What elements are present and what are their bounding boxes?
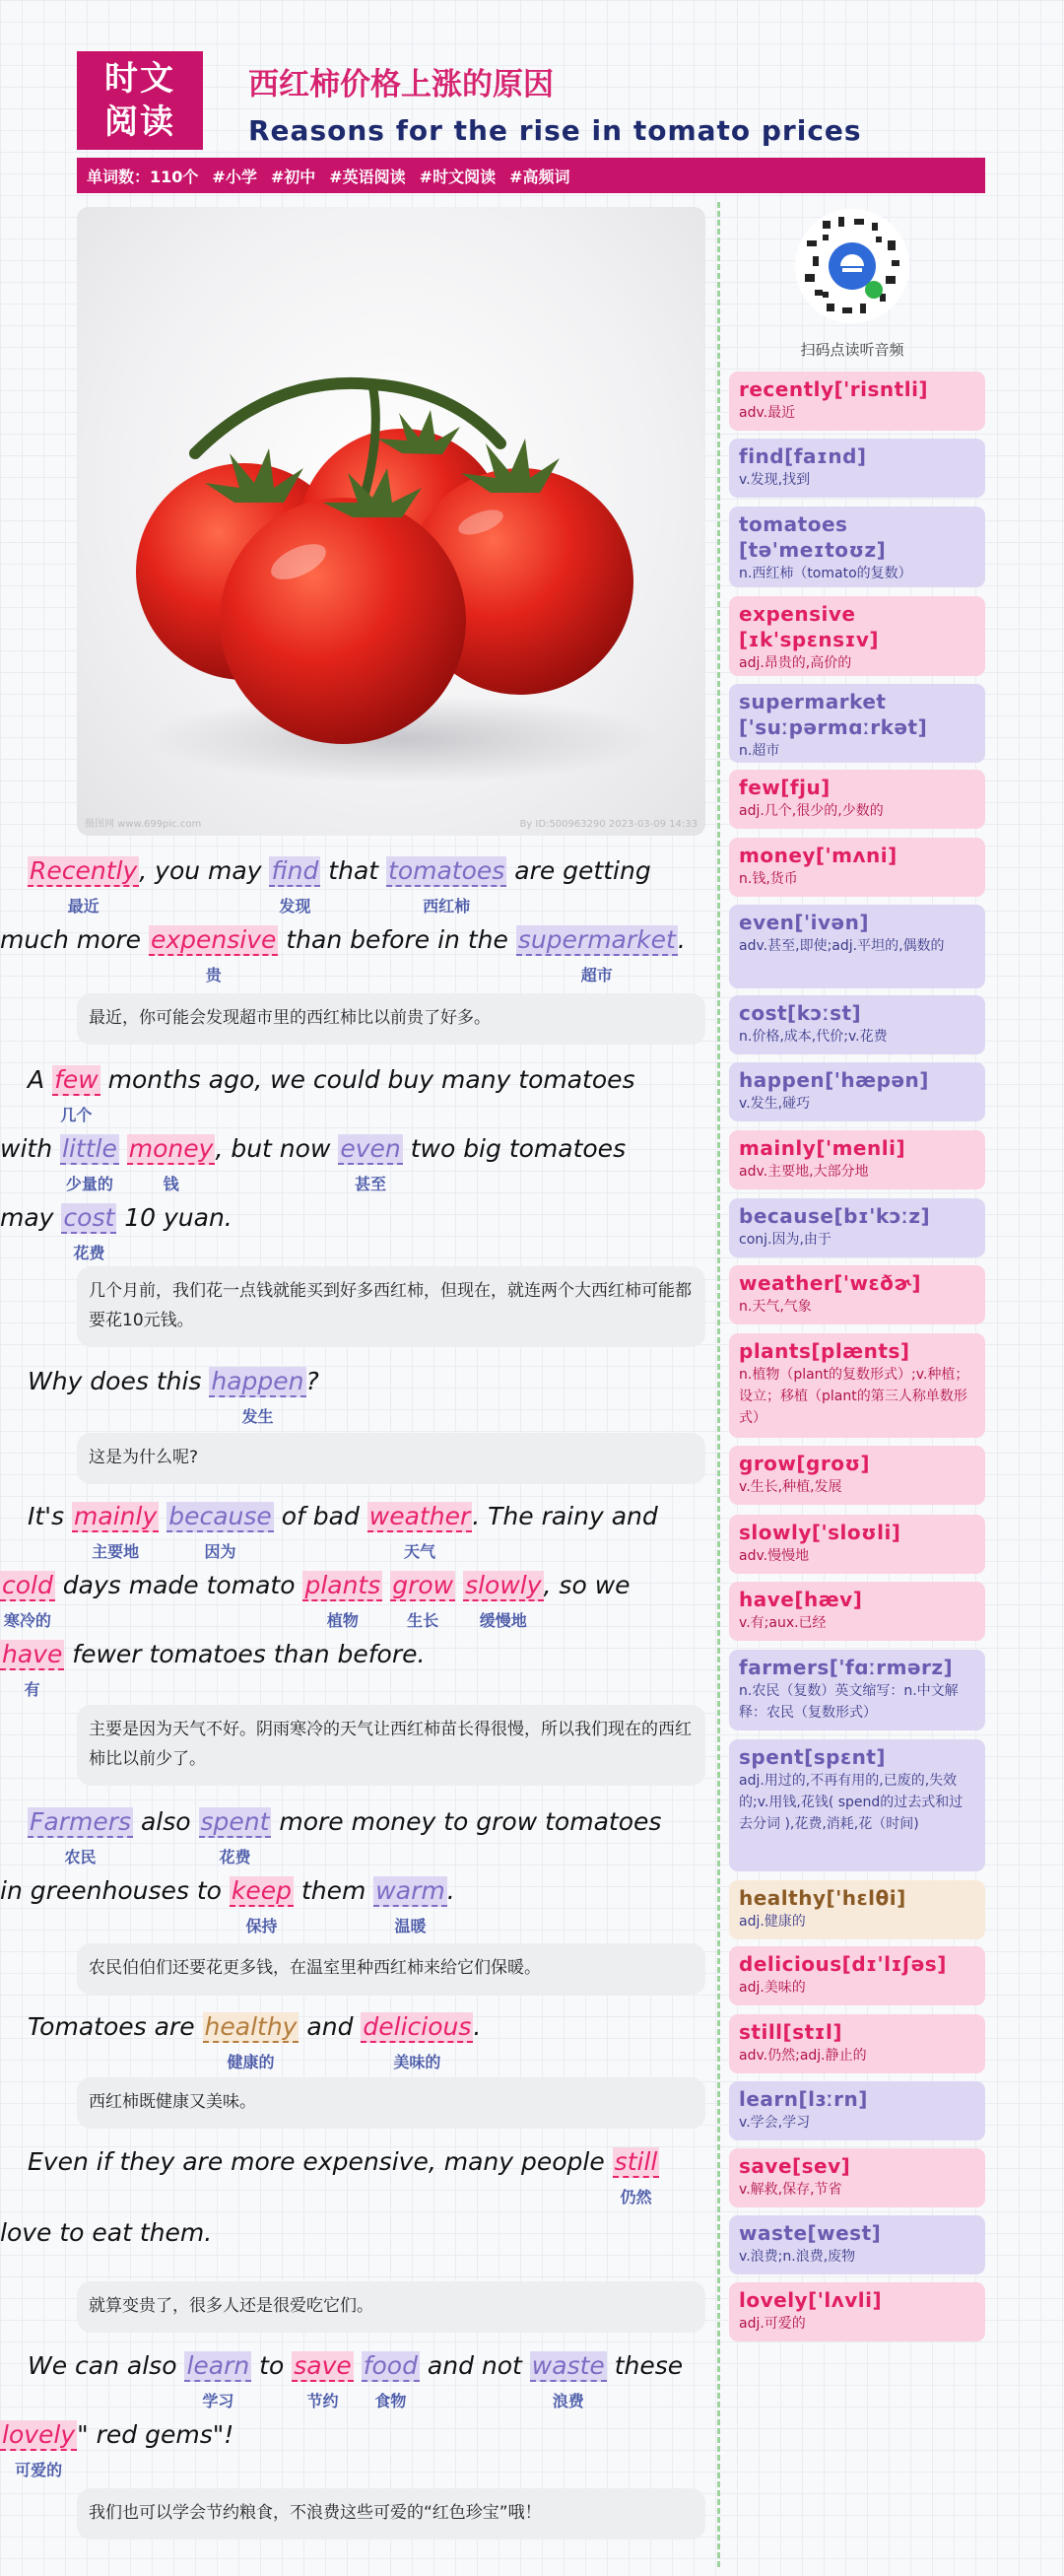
page-title-en: Reasons for the rise in tomato prices <box>248 114 862 147</box>
word-gloss: 发现 <box>279 897 311 915</box>
sentence-line <box>0 2347 684 2416</box>
word-gloss: 钱 <box>163 1175 179 1193</box>
vocab-word-text: grow <box>392 1571 454 1599</box>
word-gloss: 最近 <box>67 897 100 915</box>
word-gloss: 浪费 <box>552 2392 584 2410</box>
sentence-text <box>119 1134 127 1163</box>
sentence-text: more money to grow tomatoes <box>271 1807 662 1836</box>
sentence-text: , you may <box>139 856 270 885</box>
photo-watermark-left: 摄图网 www.699pic.com <box>85 819 202 830</box>
sentence-text: in greenhouses to <box>0 1876 230 1905</box>
vocab-card[interactable] <box>729 684 985 763</box>
vocab-definition: n.天气,气象 <box>739 1299 812 1315</box>
vocab-headword: lovely['lʌvli] <box>739 2288 883 2312</box>
vocab-word[interactable] <box>230 1876 294 1935</box>
vocab-word[interactable] <box>149 925 278 984</box>
vocab-headword: spent[spɛnt] <box>739 1745 887 1769</box>
logo-line-2: 阅读 <box>104 102 175 142</box>
sentence-line <box>0 1636 629 1705</box>
vocab-word-text: little <box>62 1134 117 1163</box>
vocab-word[interactable] <box>516 925 678 984</box>
vocab-headword: find[faɪnd] <box>739 444 867 468</box>
sentence-line <box>0 1872 629 1941</box>
vocab-definition: adv.甚至,即使;adj.平坦的,偶数的 <box>739 938 945 954</box>
vocab-word-text: healthy <box>204 2012 298 2041</box>
word-gloss: 花费 <box>219 1848 251 1866</box>
vocab-word-text: have <box>2 1640 63 1668</box>
vocab-definition: n.植物（plant的复数形式）;v.种植；设立；移植（plant的第三人称单数形式） <box>739 1367 969 1426</box>
vocab-word-text: still <box>614 2147 658 2176</box>
sentence-text: them <box>294 1876 374 1905</box>
vocab-word[interactable] <box>203 2012 299 2071</box>
translation-box: 主要是因为天气不好。阴雨寒冷的天气让西红柿苗长得很慢，所以我们现在的西红柿比以前少了。 <box>77 1705 705 1786</box>
vocab-headword: have[hæv] <box>739 1588 863 1611</box>
vocab-card[interactable] <box>729 372 985 431</box>
vocab-headword: cost[kɔːst] <box>739 1001 862 1025</box>
sentence-text: may <box>0 1203 62 1232</box>
vocab-word-text: Recently <box>30 856 138 885</box>
vocab-word[interactable] <box>127 1134 216 1193</box>
word-gloss: 仍然 <box>620 2188 652 2206</box>
sentence-text <box>382 1571 390 1599</box>
vocab-word[interactable] <box>463 1571 543 1630</box>
vocab-word-text: Farmers <box>30 1807 132 1836</box>
vocab-headword: recently['risntli] <box>739 377 929 401</box>
sentence-text: ? <box>305 1367 319 1395</box>
word-gloss: 超市 <box>580 966 613 984</box>
sentence-text: . <box>446 1876 455 1905</box>
sentence-text: also <box>133 1807 199 1836</box>
sentence-text <box>354 2351 362 2380</box>
vocab-card[interactable] <box>729 1515 985 1574</box>
vocab-headword: learn[lɜːrn] <box>739 2087 868 2111</box>
word-count: 单词数：110个 <box>87 167 199 186</box>
sentence-text: days made tomato <box>54 1571 303 1599</box>
vocab-word[interactable] <box>184 2351 251 2410</box>
vocab-word-text: warm <box>375 1876 445 1905</box>
logo-badge <box>77 51 203 150</box>
vocab-headword: even['ivən] <box>739 911 870 934</box>
word-gloss: 食物 <box>374 2392 407 2410</box>
vocab-word[interactable] <box>302 1571 382 1630</box>
vocab-card[interactable] <box>729 1130 985 1189</box>
sentence-line <box>0 1363 629 1432</box>
vocab-word-text: spent <box>200 1807 270 1836</box>
sentence-text: . The rainy and <box>472 1502 658 1530</box>
word-gloss: 甚至 <box>355 1175 387 1193</box>
word-gloss: 少量的 <box>65 1175 113 1193</box>
word-gloss: 美味的 <box>393 2053 441 2071</box>
vocab-headword: slowly['sloʊli] <box>739 1521 901 1544</box>
translation-box: 就算变贵了，很多人还是很爱吃它们。 <box>77 2281 705 2333</box>
sentence-text: are getting <box>506 856 651 885</box>
sentence-line <box>0 1199 629 1268</box>
sentence-line <box>0 921 686 990</box>
qr-caption: 扫码点读听音频 <box>800 341 904 359</box>
sentence-line <box>0 1061 635 1130</box>
sentence-line <box>0 1498 658 1567</box>
logo-line-1: 时文 <box>104 59 175 99</box>
vocab-word-text: find <box>271 856 319 885</box>
vocab-word-text: save <box>294 2351 352 2380</box>
sentence-text: fewer tomatoes than before. <box>64 1640 426 1668</box>
sentence-text <box>159 1502 166 1530</box>
vocab-definition: adj.美味的 <box>739 1980 806 1996</box>
vocab-card[interactable] <box>729 596 985 676</box>
vocab-headword: save[sev] <box>739 2154 851 2178</box>
vocab-headword: tomatoes [tə'meɪtoʊz] <box>739 512 887 562</box>
sentence-text: months ago, we could buy many tomatoes <box>100 1065 635 1094</box>
vocab-word-text: happen <box>211 1367 304 1395</box>
translation-box: 西红柿既健康又美味。 <box>77 2077 705 2129</box>
vocab-headword: weather['wɛðɚ] <box>739 1271 922 1295</box>
vocab-card[interactable] <box>729 1446 985 1505</box>
vocab-word-text: delicious <box>363 2012 472 2041</box>
vocab-card[interactable] <box>729 1880 985 1939</box>
vocab-card[interactable] <box>729 439 985 498</box>
sentence-text: that <box>320 856 387 885</box>
word-gloss: 生长 <box>407 1611 439 1630</box>
vocab-definition: v.解救,保存,节省 <box>739 2182 842 2198</box>
vocab-headword: plants[plænts] <box>739 1339 910 1363</box>
vocab-definition: n.农民（复数）英文缩写：n.中文解释：农民（复数形式） <box>739 1683 959 1721</box>
vocab-headword: farmers['fɑːrmərz] <box>739 1656 954 1679</box>
word-gloss: 可爱的 <box>15 2461 63 2479</box>
vocab-word-text: food <box>363 2351 418 2380</box>
sentence-text: with <box>0 1134 60 1163</box>
sentence-text <box>455 1571 463 1599</box>
vocab-word[interactable] <box>72 1502 159 1561</box>
vocab-word[interactable] <box>269 856 320 915</box>
vocab-card[interactable] <box>729 507 985 587</box>
tomato-illustration <box>77 207 705 836</box>
vocab-word[interactable] <box>209 1367 305 1426</box>
sentence-line <box>0 1130 629 1199</box>
vocab-definition: v.浪费;n.浪费,废物 <box>739 2249 856 2265</box>
vocab-word-text: expensive <box>151 925 277 954</box>
vocab-word[interactable] <box>0 2420 77 2479</box>
vocab-word[interactable] <box>60 1134 119 1193</box>
vocab-headword: grow[groʊ] <box>739 1452 871 1475</box>
tag-item[interactable]: #高频词 <box>509 167 570 186</box>
sentence-text: " red gems"! <box>77 2420 234 2449</box>
column-divider <box>717 202 720 2567</box>
translation-box: 这是为什么呢? <box>77 1433 705 1484</box>
word-gloss: 西红柿 <box>423 897 471 915</box>
word-gloss: 保持 <box>245 1917 278 1935</box>
vocab-word-text: because <box>168 1502 272 1530</box>
sentence-text: 10 yuan. <box>116 1203 233 1232</box>
vocab-definition: adv.仍然;adj.静止的 <box>739 2048 867 2064</box>
vocab-word-text: money <box>128 1134 214 1163</box>
sentence-text: . <box>473 2012 482 2041</box>
vocab-word-text: plants <box>304 1571 381 1599</box>
vocab-definition: v.有;aux.已经 <box>739 1615 827 1631</box>
vocab-card[interactable] <box>729 2282 985 2341</box>
vocab-word[interactable] <box>166 1502 274 1561</box>
vocab-headword: because[bɪ'kɔːz] <box>739 1204 931 1228</box>
vocab-card[interactable] <box>729 1582 985 1641</box>
tag-item[interactable]: #初中 <box>270 167 316 186</box>
sentence-line <box>0 1567 629 1636</box>
sentence-text: We can also <box>28 2351 185 2380</box>
vocab-card[interactable] <box>729 1333 985 1438</box>
word-gloss: 温暖 <box>394 1917 427 1935</box>
word-gloss: 发生 <box>241 1407 274 1426</box>
word-gloss: 有 <box>24 1680 40 1699</box>
sentence-text: , but now <box>215 1134 339 1163</box>
sentence-text: Why does this <box>28 1367 210 1395</box>
vocab-headword: healthy['hɛlθi] <box>739 1886 906 1910</box>
vocab-word[interactable] <box>373 1876 446 1935</box>
vocab-word[interactable] <box>361 2012 473 2071</box>
vocab-definition: v.学会,学习 <box>739 2115 811 2131</box>
vocab-definition: adj.昂贵的,高价的 <box>739 655 852 671</box>
vocab-word[interactable] <box>199 1807 272 1866</box>
vocab-word-text: lovely <box>2 2420 76 2449</box>
word-gloss: 节约 <box>306 2392 339 2410</box>
vocab-word-text: weather <box>368 1502 471 1530</box>
vocab-card[interactable] <box>729 1198 985 1257</box>
sentence-text: than before in the <box>278 925 516 954</box>
vocab-word[interactable] <box>390 1571 455 1630</box>
vocab-definition: v.生长,种植,发展 <box>739 1479 842 1495</box>
vocab-word[interactable] <box>28 856 139 915</box>
vocab-card[interactable] <box>729 2215 985 2274</box>
vocab-card[interactable] <box>729 995 985 1054</box>
vocab-card[interactable] <box>729 2081 985 2140</box>
sentence-text: two big tomatoes <box>402 1134 627 1163</box>
sentence-line <box>0 2143 658 2212</box>
vocab-word[interactable] <box>52 1065 100 1124</box>
vocab-word-text: cold <box>2 1571 53 1599</box>
tomato-photo <box>77 207 705 836</box>
sentence-text: love to eat them. <box>0 2218 213 2247</box>
qr-code[interactable] <box>793 207 911 325</box>
vocab-card[interactable] <box>729 1739 985 1871</box>
vocab-definition: adj.可爱的 <box>739 2316 806 2332</box>
vocab-card[interactable] <box>729 905 985 988</box>
sentence-line <box>0 1803 662 1872</box>
vocab-definition: adv.最近 <box>739 405 796 421</box>
sentence-text: much more <box>0 925 149 954</box>
vocab-word-text: even <box>340 1134 401 1163</box>
vocab-definition: v.发生,碰巧 <box>739 1096 811 1112</box>
vocab-definition: adv.慢慢地 <box>739 1548 810 1564</box>
sentence-line <box>0 852 651 921</box>
vocab-card[interactable] <box>729 1946 985 2005</box>
word-gloss: 农民 <box>64 1848 97 1866</box>
translation-box: 几个月前，我们花一点钱就能买到好多西红柿，但现在，就连两个大西红柿可能都要花10元钱。 <box>77 1266 705 1347</box>
word-gloss: 学习 <box>202 2392 234 2410</box>
vocab-card[interactable] <box>729 2014 985 2073</box>
page-title-zh: 西红柿价格上涨的原因 <box>248 67 554 102</box>
vocab-word-text: waste <box>531 2351 605 2380</box>
word-gloss: 贵 <box>205 966 222 984</box>
word-gloss: 天气 <box>404 1542 436 1561</box>
translation-box: 最近，你可能会发现超市里的西红柿比以前贵了好多。 <box>77 993 705 1045</box>
sentence-text: and not <box>419 2351 530 2380</box>
vocab-headword: still[stɪl] <box>739 2020 843 2044</box>
vocab-card[interactable] <box>729 1265 985 1324</box>
vocab-word-text: tomatoes <box>388 856 505 885</box>
vocab-definition: v.发现,找到 <box>739 472 811 488</box>
translation-box: 我们也可以学会节约粮食，不浪费这些可爱的“红色珍宝”哦！ <box>77 2488 705 2540</box>
sentence-text: and <box>299 2012 362 2041</box>
vocab-definition: adv.主要地,大部分地 <box>739 1164 869 1180</box>
word-gloss: 寒冷的 <box>3 1611 51 1630</box>
sentence-text: , so we <box>543 1571 631 1599</box>
word-gloss: 健康的 <box>227 2053 275 2071</box>
vocab-word[interactable] <box>367 1502 472 1561</box>
vocab-definition: adj.用过的,不再有用的,已废的,失效的;v.用钱,花钱( spend的过去式和过去分词 ),花费,消耗,花（时间) <box>739 1773 964 1832</box>
vocab-card[interactable] <box>729 2148 985 2207</box>
vocab-definition: n.西红柿（tomato的复数） <box>739 566 912 581</box>
vocab-headword: money['mʌni] <box>739 844 898 867</box>
vocab-word[interactable] <box>530 2351 607 2410</box>
sentence-text: Tomatoes are <box>28 2012 203 2041</box>
vocab-word[interactable] <box>613 2147 660 2206</box>
vocab-headword: delicious[dɪ'lɪʃəs] <box>739 1952 947 1976</box>
tag-item[interactable]: #小学 <box>212 167 257 186</box>
vocab-word[interactable] <box>28 1807 133 1866</box>
sentence-text: these <box>606 2351 684 2380</box>
vocab-definition: n.超市 <box>739 743 780 759</box>
vocab-word[interactable] <box>292 2351 354 2410</box>
word-gloss: 几个 <box>60 1106 93 1124</box>
sentence-line <box>0 2214 629 2283</box>
translation-box: 农民伯伯们还要花更多钱，在温室里种西红柿来给它们保暖。 <box>77 1943 705 1995</box>
vocab-word-text: mainly <box>74 1502 158 1530</box>
vocab-word[interactable] <box>61 1203 116 1262</box>
vocab-card[interactable] <box>729 770 985 829</box>
word-gloss: 缓慢地 <box>479 1611 527 1630</box>
vocab-word[interactable] <box>0 1640 64 1699</box>
vocab-word-text: learn <box>186 2351 250 2380</box>
vocab-word-text: supermarket <box>517 925 676 954</box>
sentence-text: A <box>28 1065 53 1094</box>
vocab-headword: expensive [ɪk'spɛnsɪv] <box>739 602 880 651</box>
word-gloss: 主要地 <box>92 1542 140 1561</box>
qr-code-icon <box>793 207 911 325</box>
sentence-text: to <box>251 2351 293 2380</box>
vocab-definition: n.价格,成本,代价;v.花费 <box>739 1029 888 1045</box>
vocab-card[interactable] <box>729 1650 985 1730</box>
vocab-word[interactable] <box>0 1571 55 1630</box>
vocab-definition: conj.因为,由于 <box>739 1232 831 1248</box>
photo-watermark-right: By ID:500963290 2023-03-09 14:33 <box>519 819 698 830</box>
word-gloss: 植物 <box>326 1611 359 1630</box>
vocab-headword: mainly['menli] <box>739 1136 906 1160</box>
sentence-line <box>0 2008 629 2077</box>
word-gloss: 因为 <box>204 1542 236 1561</box>
vocab-definition: adj.几个,很少的,少数的 <box>739 803 884 819</box>
vocab-definition: adj.健康的 <box>739 1914 806 1930</box>
vocab-word-text: cost <box>63 1203 115 1232</box>
tag-item[interactable]: #时文阅读 <box>419 167 497 186</box>
sentence-text: . <box>677 925 686 954</box>
vocab-word[interactable] <box>362 2351 420 2410</box>
vocab-definition: n.钱,货币 <box>739 871 798 887</box>
vocab-word-text: slowly <box>465 1571 542 1599</box>
word-gloss: 花费 <box>73 1244 105 1262</box>
vocab-word-text: keep <box>231 1876 293 1905</box>
vocab-headword: few[fju] <box>739 776 831 799</box>
vocab-word[interactable] <box>386 856 506 915</box>
vocab-headword: waste[west] <box>739 2221 882 2245</box>
tag-item[interactable]: #英语阅读 <box>329 167 406 186</box>
sentence-text: It's <box>28 1502 73 1530</box>
sentence-text: of bad <box>273 1502 367 1530</box>
vocab-card[interactable] <box>729 1062 985 1121</box>
vocab-card[interactable] <box>729 838 985 897</box>
vocab-headword: supermarket ['suːpərmɑːrkət] <box>739 690 928 739</box>
sentence-line <box>0 2416 629 2485</box>
vocab-word-text: few <box>54 1065 99 1094</box>
sentence-text: Even if they are more expensive, many people <box>28 2147 613 2176</box>
tag-bar <box>77 158 985 193</box>
vocab-word[interactable] <box>338 1134 402 1193</box>
vocab-headword: happen['hæpən] <box>739 1068 929 1092</box>
